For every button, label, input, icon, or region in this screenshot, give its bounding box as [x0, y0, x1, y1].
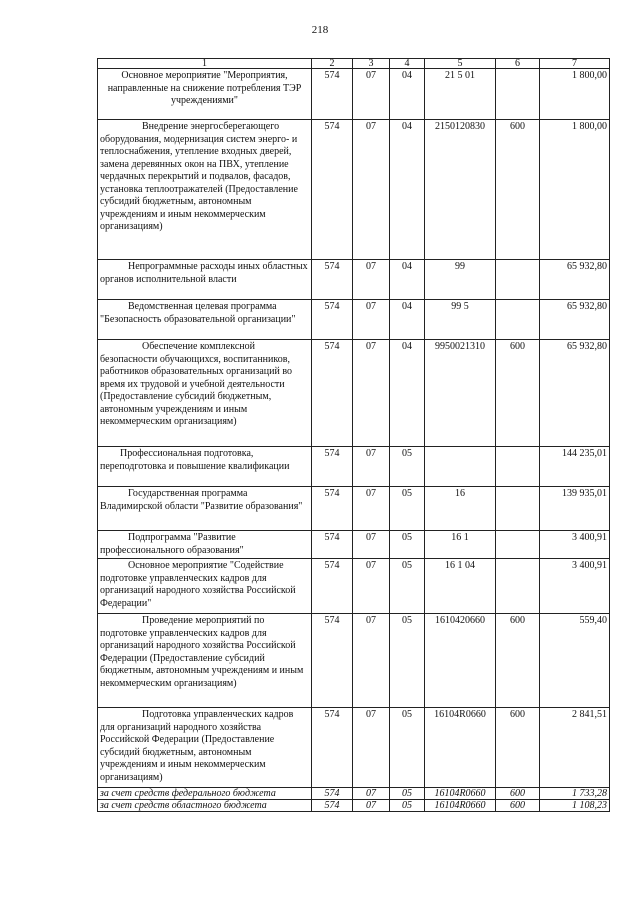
expense-name: Внедрение энергосберегающего оборудования, модернизация систем энерго- и теплоснабжения, утепление входных дверей, замена деревянных окон на ПВХ, утепление чердачных перекрытий и подвалов, фасадов, установка теплоотражателей (Предоставление субсидий бюджетным, автономным учреждениям и иным некоммерческим организациям)	[98, 120, 312, 260]
expense-name: Основное мероприятие "Мероприятия, направленные на снижение потребления ТЭР учреждениями"	[98, 69, 312, 120]
cell-expense-type	[496, 559, 540, 614]
table-row	[98, 800, 610, 812]
cell-target-article: 16104R0660	[425, 708, 496, 788]
cell-expense-type: 600	[496, 788, 540, 800]
cell-amount: 2 841,51	[540, 708, 610, 788]
column-header: 3	[353, 59, 390, 69]
cell-subsection: 04	[390, 69, 425, 120]
cell-amount: 1 108,23	[540, 800, 610, 812]
cell-expense-type: 600	[496, 340, 540, 447]
cell-amount: 65 932,80	[540, 260, 610, 300]
cell-ministry: 574	[312, 487, 353, 531]
cell-amount: 65 932,80	[540, 340, 610, 447]
column-header: 4	[390, 59, 425, 69]
cell-ministry: 574	[312, 300, 353, 340]
cell-expense-type: 600	[496, 708, 540, 788]
cell-amount: 65 932,80	[540, 300, 610, 340]
cell-amount: 1 800,00	[540, 69, 610, 120]
cell-expense-type	[496, 300, 540, 340]
table-row	[98, 487, 610, 531]
column-header: 6	[496, 59, 540, 69]
cell-subsection: 05	[390, 447, 425, 487]
cell-subsection: 05	[390, 708, 425, 788]
expense-name: Непрограммные расходы иных областных органов исполнительной власти	[98, 260, 312, 300]
cell-ministry: 574	[312, 120, 353, 260]
cell-expense-type	[496, 447, 540, 487]
table-row	[98, 340, 610, 447]
table-row	[98, 260, 610, 300]
cell-subsection: 04	[390, 300, 425, 340]
cell-amount: 1 733,28	[540, 788, 610, 800]
cell-subsection: 05	[390, 788, 425, 800]
cell-expense-type	[496, 487, 540, 531]
cell-amount: 1 800,00	[540, 120, 610, 260]
table-row	[98, 447, 610, 487]
cell-ministry: 574	[312, 340, 353, 447]
cell-target-article: 16	[425, 487, 496, 531]
cell-ministry: 574	[312, 708, 353, 788]
cell-section: 07	[353, 300, 390, 340]
column-header: 7	[540, 59, 610, 69]
cell-section: 07	[353, 447, 390, 487]
cell-section: 07	[353, 788, 390, 800]
cell-section: 07	[353, 559, 390, 614]
cell-target-article: 16 1	[425, 531, 496, 559]
cell-amount: 3 400,91	[540, 531, 610, 559]
cell-expense-type: 600	[496, 800, 540, 812]
cell-ministry: 574	[312, 559, 353, 614]
expense-name: Основное мероприятие "Содействие подготовке управленческих кадров для организаций народного хозяйства Российской Федерации"	[98, 559, 312, 614]
cell-subsection: 04	[390, 340, 425, 447]
table-row	[98, 120, 610, 260]
column-header: 1	[98, 59, 312, 69]
cell-section: 07	[353, 800, 390, 812]
column-header: 5	[425, 59, 496, 69]
table-row	[98, 614, 610, 708]
cell-amount: 144 235,01	[540, 447, 610, 487]
cell-subsection: 04	[390, 120, 425, 260]
cell-ministry: 574	[312, 69, 353, 120]
cell-expense-type	[496, 531, 540, 559]
cell-target-article: 2150120830	[425, 120, 496, 260]
cell-section: 07	[353, 487, 390, 531]
cell-section: 07	[353, 708, 390, 788]
cell-target-article: 1610420660	[425, 614, 496, 708]
cell-target-article	[425, 447, 496, 487]
table-row	[98, 708, 610, 788]
expense-name: Подготовка управленческих кадров для организаций народного хозяйства Российской Федерации (Предоставление субсидий бюджетным, автономным учреждениям и иным некоммерческим организациям)	[98, 708, 312, 788]
cell-section: 07	[353, 531, 390, 559]
page-number: 218	[311, 24, 329, 36]
cell-amount: 139 935,01	[540, 487, 610, 531]
cell-expense-type: 600	[496, 614, 540, 708]
column-header: 2	[312, 59, 353, 69]
budget-table	[97, 58, 610, 812]
cell-target-article: 9950021310	[425, 340, 496, 447]
cell-target-article: 99 5	[425, 300, 496, 340]
cell-section: 07	[353, 340, 390, 447]
cell-target-article: 21 5 01	[425, 69, 496, 120]
expense-name: Проведение мероприятий по подготовке управленческих кадров для организаций народного хозяйства Российской Федерации (Предоставление субсидий бюджетным, автономным учреждениям и иным некоммерческим организациям)	[98, 614, 312, 708]
cell-subsection: 05	[390, 487, 425, 531]
cell-amount: 3 400,91	[540, 559, 610, 614]
table-row	[98, 69, 610, 120]
cell-ministry: 574	[312, 531, 353, 559]
cell-expense-type	[496, 69, 540, 120]
table-row	[98, 300, 610, 340]
expense-name: Государственная программа Владимирской области "Развитие образования"	[98, 487, 312, 531]
cell-subsection: 05	[390, 614, 425, 708]
cell-target-article: 16104R0660	[425, 800, 496, 812]
cell-expense-type	[496, 260, 540, 300]
expense-name: Профессиональная подготовка, переподготовка и повышение квалификации	[98, 447, 312, 487]
table-row	[98, 531, 610, 559]
cell-ministry: 574	[312, 788, 353, 800]
cell-amount: 559,40	[540, 614, 610, 708]
cell-subsection: 05	[390, 800, 425, 812]
expense-name: Обеспечение комплексной безопасности обучающихся, воспитанников, работников образовательных организаций во время их трудовой и учебной деятельности (Предоставление субсидий бюджетным, автономным учреждениям и иным некоммерческим организациям)	[98, 340, 312, 447]
expense-name: Подпрограмма "Развитие профессионального образования"	[98, 531, 312, 559]
cell-section: 07	[353, 614, 390, 708]
expense-name: за счет средств федерального бюджета	[98, 788, 312, 800]
expense-name: за счет средств областного бюджета	[98, 800, 312, 812]
cell-target-article: 16 1 04	[425, 559, 496, 614]
cell-ministry: 574	[312, 614, 353, 708]
cell-section: 07	[353, 120, 390, 260]
cell-subsection: 05	[390, 531, 425, 559]
table-row	[98, 559, 610, 614]
cell-subsection: 04	[390, 260, 425, 300]
cell-ministry: 574	[312, 800, 353, 812]
column-number-row	[98, 59, 610, 69]
cell-section: 07	[353, 260, 390, 300]
expense-name: Ведомственная целевая программа "Безопасность образовательной организации"	[98, 300, 312, 340]
cell-ministry: 574	[312, 260, 353, 300]
cell-ministry: 574	[312, 447, 353, 487]
cell-target-article: 99	[425, 260, 496, 300]
cell-subsection: 05	[390, 559, 425, 614]
table-row	[98, 788, 610, 800]
cell-target-article: 16104R0660	[425, 788, 496, 800]
cell-expense-type: 600	[496, 120, 540, 260]
cell-section: 07	[353, 69, 390, 120]
